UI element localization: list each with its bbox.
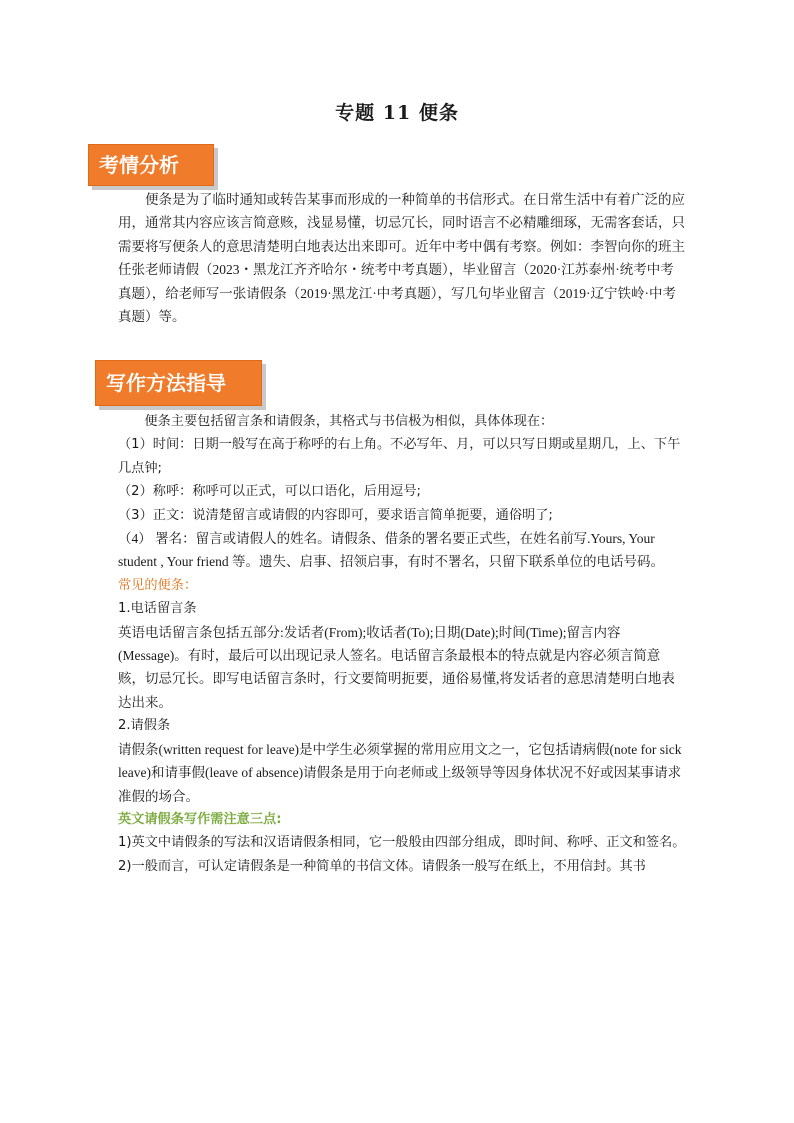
analysis-paragraph: 便条是为了临时通知或转告某事而形成的一种简单的书信形式。在日常生活中有着广泛的应用，通常其内容应该言简意赅，浅显易懂，切忌冗长，同时语言不必精雕细琢，无需客套话，只需要将写便条人的意思清楚明白地表达出来即可。近年中考中偶有考察。例如：李智向你的班主任张老师请假（2023・黑龙江齐齐哈尔・统考中考真题），毕业留言（2020·江苏泰州·统考中考真题），给老师写一张请假条（2019·黑龙江·中考真题），写几句毕业留言（2019·辽宁铁岭·中考真题）等。 (118, 192, 685, 325)
leave-note-point-2: 2)一般而言，可认定请假条是一种简单的书信文体。请假条一般写在纸上，不用信封。其书 (118, 858, 646, 874)
section-heading-guide: 写作方法指导 (95, 360, 262, 406)
phone-note-heading: 1.电话留言条 (118, 601, 197, 617)
leave-notes-heading: 英文请假条写作需注意三点: (118, 811, 282, 827)
analysis-section (118, 188, 686, 328)
format-item-body: （3）正文：说清楚留言或请假的内容即可，要求语言简单扼要，通俗明了; (118, 507, 553, 523)
format-item-signature: （4） 署名：留言或请假人的姓名。请假条、借条的署名要正式些，在姓名前写.Yours, Your student , Your friend 等。遗失、启事、招领启事，有时不署名，只留下联系单位的电话号码。 (118, 531, 664, 570)
format-item-time: （1）时间：日期一般写在高于称呼的右上角。不必写年、月，可以只写日期或星期几，上、下午几点钟; (118, 437, 681, 476)
leave-note-heading: 2.请假条 (118, 718, 171, 734)
leave-note-point-1: 1)英文中请假条的写法和汉语请假条相同，它一般般由四部分组成，即时间、称呼、正文和签名。 (118, 835, 686, 851)
guide-section (118, 410, 686, 878)
leave-note-text: 请假条(written request for leave)是中学生必须掌握的常用应用文之一，它包括请病假(note for sick leave)和请事假(leave of absence)请假条是用于向老师或上级领导等因身体状况不好或因某事请求准假的场合。 (118, 741, 682, 804)
common-notes-heading: 常见的便条： (118, 577, 198, 593)
page-title: 专题 11 便条 (335, 102, 459, 124)
section-heading-analysis: 考情分析 (88, 144, 214, 186)
guide-intro: 便条主要包括留言条和请假条，其格式与书信极为相似，具体体现在： (144, 414, 554, 429)
phone-note-text: 英语电话留言条包括五部分:发话者(From);收话者(To);日期(Date);时间(Time);留言内容(Message)。有时，最后可以出现记录人签名。电话留言条最根本的特点就是内容必须言简意赅，切忌冗长。即写电话留言条时，行文要简明扼要，通俗易懂,将发话者的意思清楚明白地表达出来。 (118, 624, 675, 710)
format-item-salutation: （2）称呼：称呼可以正式，可以口语化，后用逗号; (118, 484, 421, 500)
